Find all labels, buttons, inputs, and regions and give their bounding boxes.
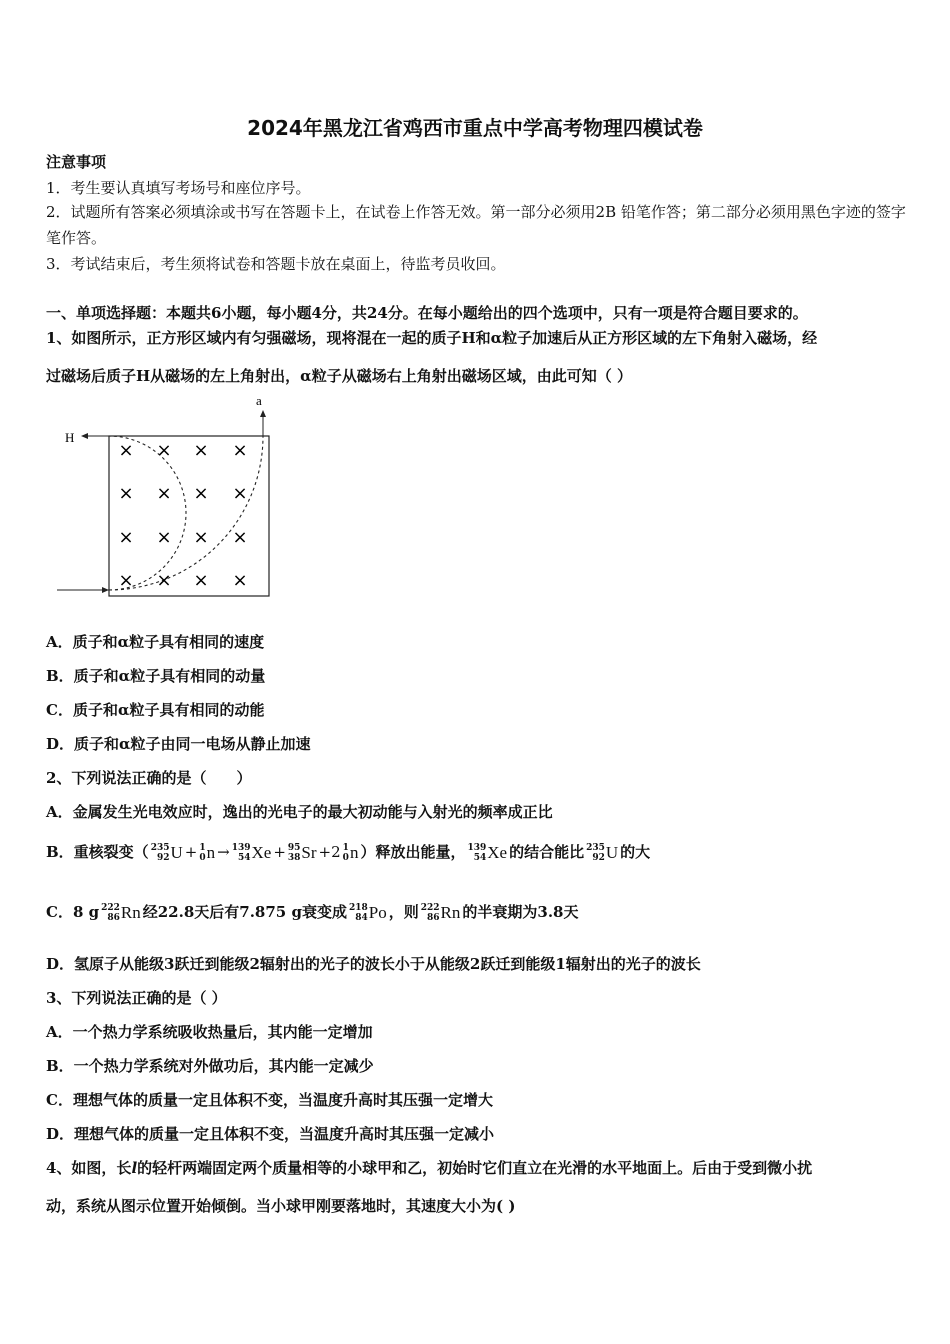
nuclide-u235: 235 92 U xyxy=(586,843,619,863)
q2-option-a: A．金属发生光电效应时，逸出的光电子的最大初动能与入射光的频率成正比 xyxy=(46,803,553,821)
q2-option-c: C．8 g 222 86 Rn 经22.8天后有7.875 g衰变成 218 84 Po ，则 222 86 Rn 的半衰期为3.8天 xyxy=(46,898,906,927)
proton-arrow-head xyxy=(81,433,88,439)
field-cross-mark: × xyxy=(156,483,172,504)
notice-item: 1．考生要认真填写考场号和座位序号。 xyxy=(46,179,311,197)
field-cross-mark: × xyxy=(156,570,172,591)
field-cross-mark: × xyxy=(118,527,134,548)
nuclide-n: 1 0 n xyxy=(342,843,359,863)
question-4-stem: 4、如图，长l的轻杆两端固定两个质量相等的小球甲和乙，初始时它们直立在光滑的水平地面上。后由于受到微小扰 xyxy=(46,1159,813,1177)
field-cross-mark: × xyxy=(156,527,172,548)
field-cross-mark: × xyxy=(118,440,134,461)
field-cross-mark: × xyxy=(232,483,248,504)
nuclide-rn222: 222 86 Rn xyxy=(101,903,141,923)
field-cross-mark: × xyxy=(193,440,209,461)
incident-arrow-head xyxy=(102,587,109,593)
question-4-stem-cont: 动，系统从图示位置开始倾倒。当小球甲刚要落地时，其速度大小为( ) xyxy=(46,1197,516,1215)
nuclide-xe139: 139 54 Xe xyxy=(467,843,508,863)
q2-option-b: B．重核裂变（ 235 92 U + 1 0 n → 139 54 Xe + 95 38 Sr +2 1 0 n ）释放出能量， 139 54 Xe 的结合能比 235 92 U 的大 xyxy=(46,838,906,867)
label-h: H xyxy=(65,430,75,445)
question-1-stem-cont: 过磁场后质子H从磁场的左上角射出，α粒子从磁场右上角射出磁场区域，由此可知（ ） xyxy=(46,367,632,385)
label-a: a xyxy=(256,393,262,408)
field-cross-mark: × xyxy=(232,527,248,548)
magnetic-field-figure xyxy=(55,392,285,607)
field-cross-mark: × xyxy=(193,570,209,591)
nuclide-sr95: 95 38 Sr xyxy=(287,843,317,863)
notice-heading: 注意事项 xyxy=(46,153,107,171)
nuclide-po218: 218 84 Po xyxy=(348,903,387,923)
question-3-stem: 3、下列说法正确的是（ ） xyxy=(46,989,227,1007)
field-cross-mark: × xyxy=(232,440,248,461)
q3-option-d: D．理想气体的质量一定且体积不变，当温度升高时其压强一定减小 xyxy=(46,1125,495,1143)
q3-option-b: B．一个热力学系统对外做功后，其内能一定减少 xyxy=(46,1057,374,1075)
field-cross-mark: × xyxy=(232,570,248,591)
question-2-stem: 2、下列说法正确的是（ ） xyxy=(46,769,252,787)
field-cross-mark: × xyxy=(193,527,209,548)
nuclide-xe139: 139 54 Xe xyxy=(231,843,272,863)
field-marks xyxy=(118,440,247,591)
section-heading: 一、单项选择题：本题共6小题，每小题4分，共24分。在每小题给出的四个选项中，只有一项是符合题目要求的。 xyxy=(46,304,808,322)
question-1-stem: 1、如图所示，正方形区域内有匀强磁场，现将混在一起的质子H和α粒子加速后从正方形区域的左下角射入磁场，经 xyxy=(46,329,818,347)
notice-item: 2．试题所有答案必须填涂或书写在答题卡上，在试卷上作答无效。第一部分必须用2B 铅笔作答；第二部分必须用黑色字迹的签字笔作答。 xyxy=(46,203,906,247)
q2-option-d: D．氢原子从能级3跃迁到能级2辐射出的光子的波长小于从能级2跃迁到能级1辐射出的光子的波长 xyxy=(46,955,701,973)
q1-option-d: D．质子和α粒子由同一电场从静止加速 xyxy=(46,735,311,753)
q3-option-c: C．理想气体的质量一定且体积不变，当温度升高时其压强一定增大 xyxy=(46,1091,493,1109)
q1-option-b: B．质子和α粒子具有相同的动量 xyxy=(46,667,266,685)
nuclide-n: 1 0 n xyxy=(199,843,216,863)
page-title: 2024年黑龙江省鸡西市重点中学高考物理四模试卷 xyxy=(247,116,703,140)
field-cross-mark: × xyxy=(193,483,209,504)
nuclide-rn222: 222 86 Rn xyxy=(420,903,461,923)
alpha-arrow-head xyxy=(260,410,266,417)
field-cross-mark: × xyxy=(156,440,172,461)
nuclide-u235: 235 92 U xyxy=(150,843,183,863)
q3-option-a: A．一个热力学系统吸收热量后，其内能一定增加 xyxy=(46,1023,373,1041)
q1-option-c: C．质子和α粒子具有相同的动能 xyxy=(46,701,265,719)
field-cross-mark: × xyxy=(118,483,134,504)
field-cross-mark: × xyxy=(118,570,134,591)
q1-option-a: A．质子和α粒子具有相同的速度 xyxy=(46,633,265,651)
notice-item: 3．考试结束后，考生须将试卷和答题卡放在桌面上，待监考员收回。 xyxy=(46,255,506,273)
